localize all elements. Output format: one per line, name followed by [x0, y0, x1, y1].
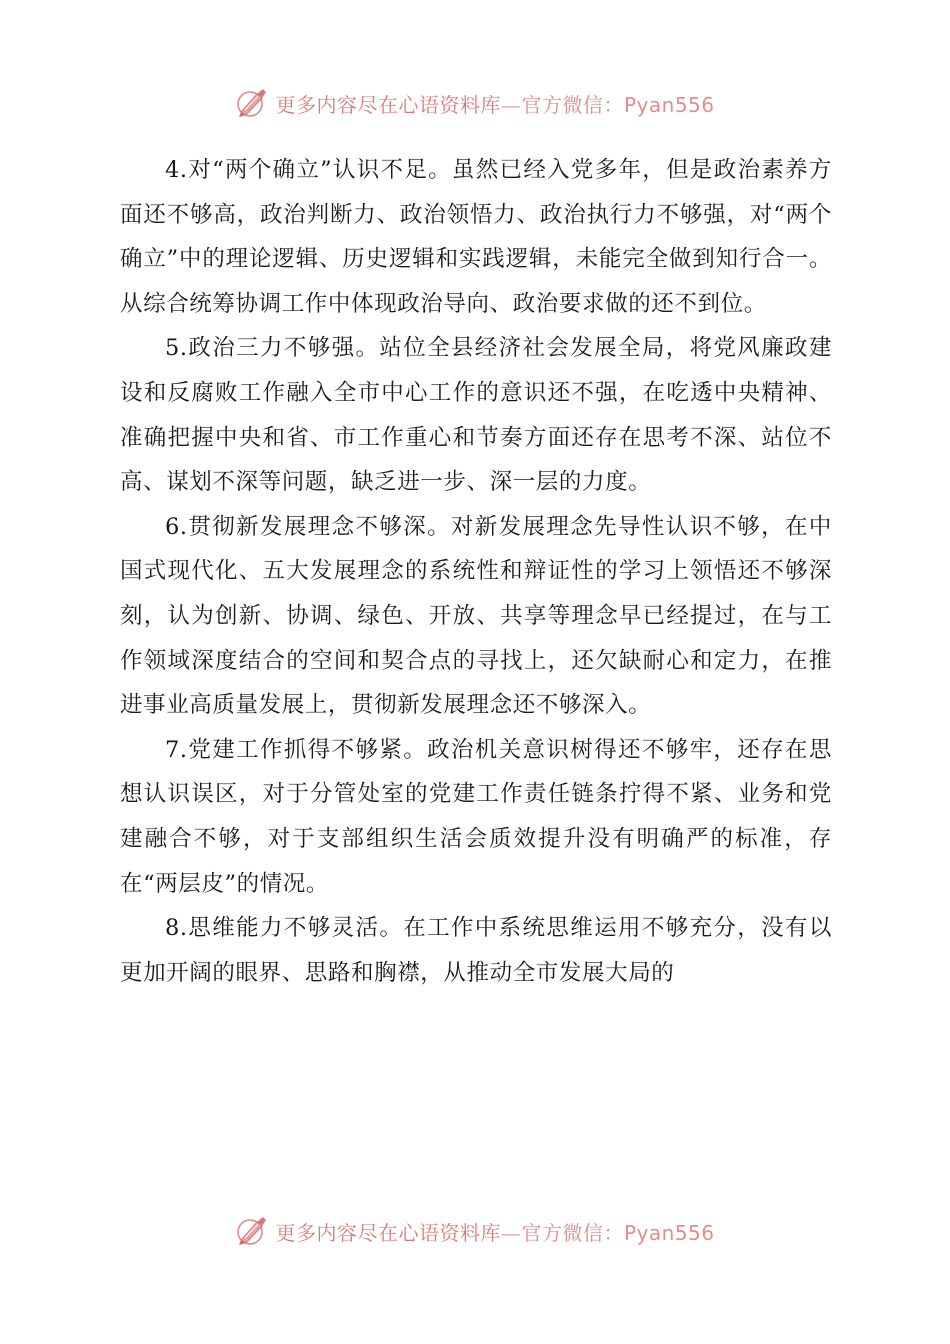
document-body [120, 148, 832, 995]
header-banner [0, 83, 950, 123]
paragraph-item-6: 6.贯彻新发展理念不够深。对新发展理念先导性认识不够，在中国式现代化、五大发展理念的系统性和辩证性的学习上领悟还不够深刻，认为创新、协调、绿色、开放、共享等理念早已经提过，在与工作领域深度结合的空间和契合点的寻找上，还欠缺耐心和定力，在推进事业高质量发展上，贯彻新发展理念还不够深入。 [120, 513, 832, 719]
pen-nib-logo-icon [235, 1214, 269, 1248]
banner-separator: — [500, 92, 522, 117]
banner-text [275, 89, 714, 118]
banner-brand: 更多内容尽在心语资料库 [275, 92, 501, 117]
banner-brand: 更多内容尽在心语资料库 [275, 1220, 501, 1245]
banner-wechat-id: Pyan556 [623, 1220, 715, 1245]
footer-banner [0, 1211, 950, 1251]
banner-text [275, 1217, 714, 1246]
paragraph-item-7: 7.党建工作抓得不够紧。政治机关意识树得还不够牢，还存在思想认识误区，对于分管处室的党建工作责任链条拧得不紧、业务和党建融合不够，对于支部组织生活会质效提升没有明确严的标准，存在“两层皮”的情况。 [120, 736, 832, 897]
banner-wechat-label: 官方微信： [521, 1220, 624, 1245]
pen-nib-logo-icon [235, 86, 269, 120]
paragraph-item-8: 8.思维能力不够灵活。在工作中系统思维运用不够充分，没有以更加开阔的眼界、思路和胸襟，从推动全市发展大局的 [120, 915, 832, 986]
paragraph-item-4: 4.对“两个确立”认识不足。虽然已经入党多年，但是政治素养方面还不够高，政治判断力、政治领悟力、政治执行力不够强，对“两个确立”中的理论逻辑、历史逻辑和实践逻辑，未能完全做到知行合一。从综合统筹协调工作中体现政治导向、政治要求做的还不到位。 [120, 157, 832, 317]
paragraph-item-5: 5.政治三力不够强。站位全县经济社会发展全局，将党风廉政建设和反腐败工作融入全市中心工作的意识还不强，在吃透中央精神、准确把握中央和省、市工作重心和节奏方面还存在思考不深、站位不高、谋划不深等问题，缺乏进一步、深一层的力度。 [120, 335, 832, 496]
banner-wechat-label: 官方微信： [521, 92, 624, 117]
banner-wechat-id: Pyan556 [623, 92, 715, 117]
banner-separator: — [500, 1220, 522, 1245]
